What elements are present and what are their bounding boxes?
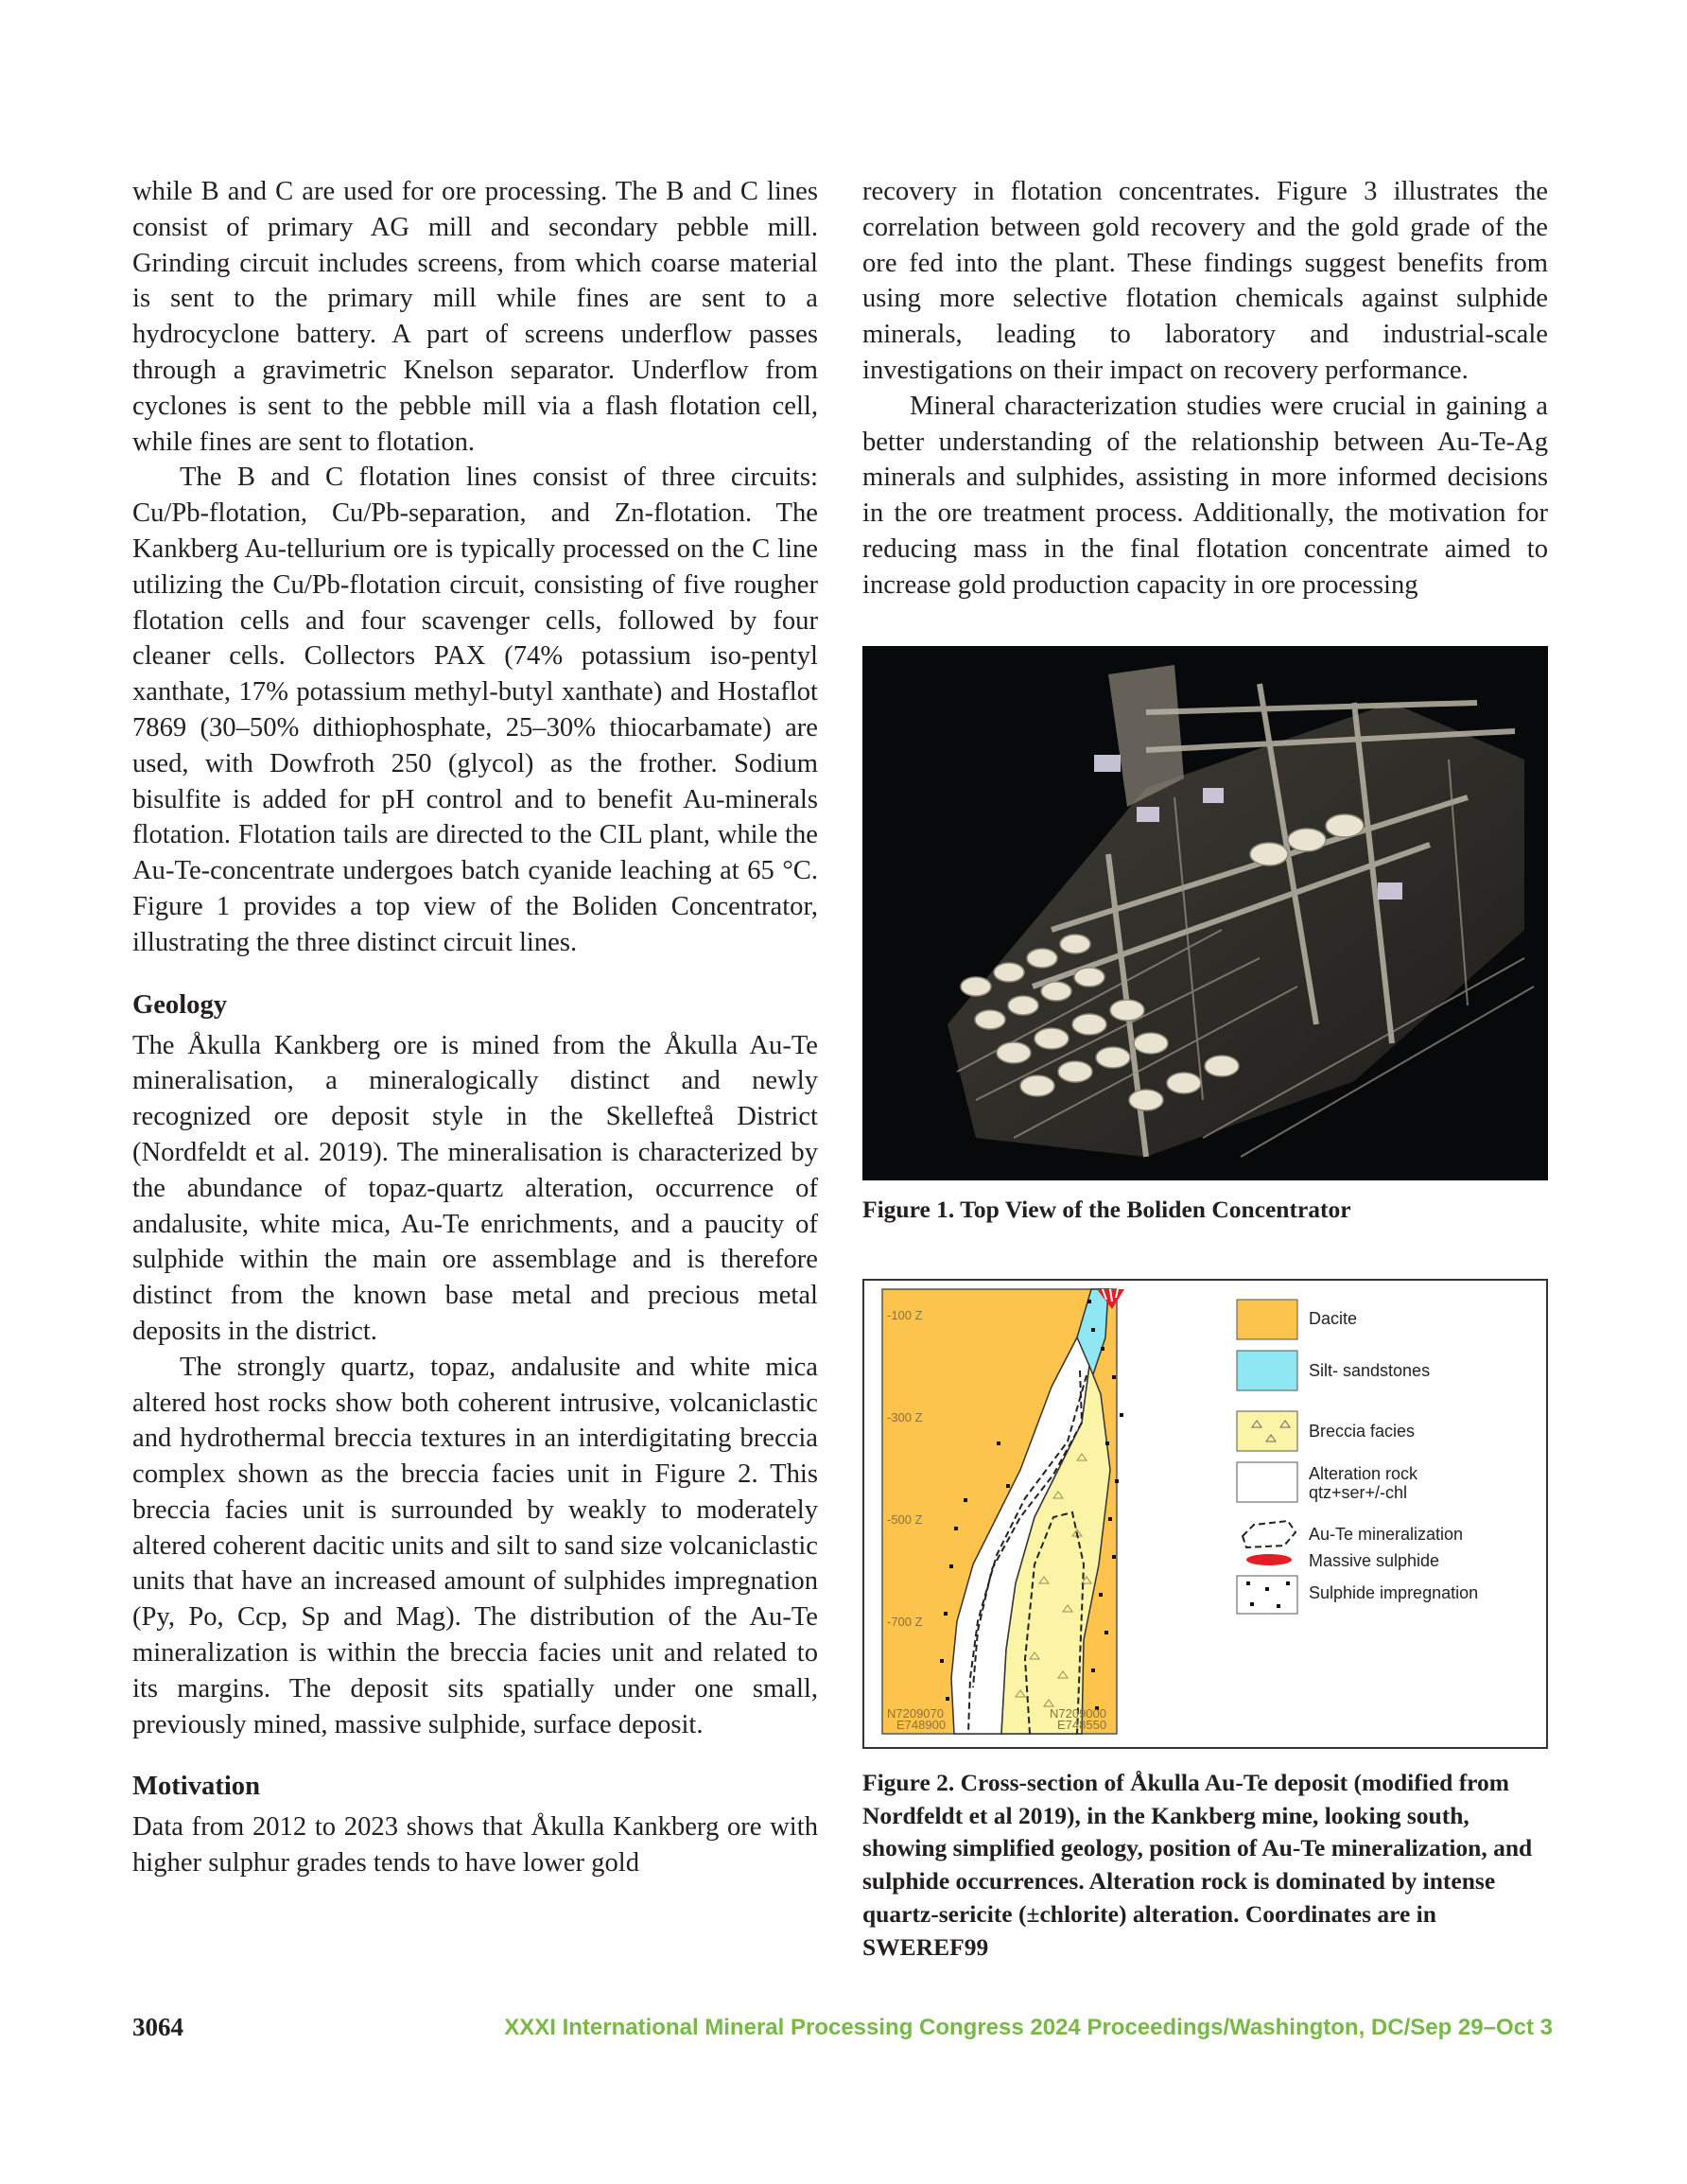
legend-au-te-mineralization: Au-Te mineralization xyxy=(1309,1525,1464,1544)
legend-dacite: Dacite xyxy=(1309,1309,1358,1328)
legend-massive-sulphide: Massive sulphide xyxy=(1309,1551,1440,1570)
coord-right-east: E748550 xyxy=(1057,1718,1107,1732)
legend-breccia-facies: Breccia facies xyxy=(1309,1422,1416,1441)
figure-2-caption: Figure 2. Cross-section of Åkulla Au-Te deposit (modified from Nordfeldt et al 2019), in the Kankberg mine, looking south, showing simplified geology, position of Au-Te mineralization, and sulphide occurrences. Alteration rock is dominated by intense quartz-sericite (±chlorite) alteration. Coordinates are in SWEREF99 xyxy=(862,1769,1533,1961)
figure-2-cross-section xyxy=(862,1279,1548,1749)
left-paragraph-5: Data from 2012 to 2023 shows that Åkulla Kankberg ore with higher sulphur grades tends to have lower gold xyxy=(132,1812,818,1878)
cross-section-drawing xyxy=(864,1281,1546,1747)
legend-alteration-rock: Alteration rock qtz+ser+/-chl xyxy=(1309,1464,1418,1502)
left-paragraph-3: The Åkulla Kankberg ore is mined from the Åkulla Au-Te mineralisation, a mineralogically distinct and newly recognized ore deposit style in the Skellefteå District (Nordfeldt et al. 2019). The mineralisation is characterized by the abundance of topaz-quartz alteration, occurrence of andalusite, white mica, Au-Te enrichments, and a paucity of sulphide within the main ore assemblage and is therefore distinct from the known base metal and precious metal deposits in the district. xyxy=(132,1030,818,1346)
legend-silt-sandstones: Silt- sandstones xyxy=(1309,1361,1431,1380)
coord-left-east: E748900 xyxy=(896,1718,947,1732)
left-paragraph-4: The strongly quartz, topaz, andalusite and white mica altered host rocks show both coherent intrusive, volcaniclastic and hydrothermal breccia textures in an interdigitating breccia complex shown as the breccia facies unit in Figure 2. This breccia facies unit is surrounded by weakly to moderately altered coherent dacitic units and silt to sand size volcaniclastic units that have an increased amount of sulphides impregnation (Py, Po, Ccp, Sp and Mag). The distribution of the Au-Te mineralization is within the breccia facies unit and related to its margins. The deposit sits spatially under one small, previously mined, massive sulphide, surface deposit. xyxy=(132,1352,818,1739)
right-paragraph-2: Mineral characterization studies were crucial in gaining a better understanding of the relationship between Au-Te-Ag minerals and sulphides, assisting in more informed decisions in the ore treatment process. Additionally, the motivation for reducing mass in the final flotation concentrate aimed to increase gold production capacity in ore processing xyxy=(862,391,1548,600)
concentrator-render xyxy=(862,646,1548,1180)
coord-left-north: N7209070 xyxy=(887,1706,944,1721)
left-paragraph-1: while B and C are used for ore processing. The B and C lines consist of primary AG mill and secondary pebble mill. Grinding circuit includes screens, from which coarse material is sent to the primary mill while fines are sent to a hydrocyclone battery. A part of screens underflow passes through a gravimetric Knelson separator. Underflow from cyclones is sent to the pebble mill via a flash flotation cell, while fines are sent to flotation. xyxy=(132,177,818,457)
depth-label-300: -300 Z xyxy=(887,1410,923,1424)
legend-sulphide-impregnation: Sulphide impregnation xyxy=(1309,1583,1479,1602)
figure-1-image xyxy=(862,646,1548,1180)
proceedings-footer: XXXI International Mineral Processing Congress 2024 Proceedings/Washington, DC/Sep 29–Oct 3 xyxy=(504,2015,1553,2040)
depth-label-500: -500 Z xyxy=(887,1512,923,1527)
page-number: 3064 xyxy=(132,2013,183,2041)
figure-1-caption: Figure 1. Top View of the Boliden Concentrator xyxy=(862,1196,1351,1223)
depth-label-100: -100 Z xyxy=(887,1308,923,1322)
right-column xyxy=(862,174,1548,603)
heading-motivation: Motivation xyxy=(132,1772,261,1802)
depth-label-700: -700 Z xyxy=(887,1615,923,1629)
left-column xyxy=(132,174,818,1881)
heading-geology: Geology xyxy=(132,989,228,1020)
coord-right-north: N7209000 xyxy=(1050,1706,1106,1721)
left-paragraph-2: The B and C flotation lines consist of three circuits: Cu/Pb-flotation, Cu/Pb-separation, and Zn-flotation. The Kankberg Au-tellurium ore is typically processed on the C line utilizing the Cu/Pb-flotation circuit, consisting of five rougher flotation cells and four scavenger cells, followed by four cleaner cells. Collectors PAX (74% potassium iso-pentyl xanthate, 17% potassium methyl-butyl xanthate) and Hostaflot 7869 (30–50% dithiophosphate, 25–30% thiocarbamate) are used, with Dowfroth 250 (glycol) as the frother. Sodium bisulfite is added for pH control and to benefit Au-minerals flotation. Flotation tails are directed to the CIL plant, while the Au-Te-concentrate undergoes batch cyanide leaching at 65 °C. Figure 1 provides a top view of the Boliden Concentrator, illustrating the three distinct circuit lines. xyxy=(132,463,818,957)
right-paragraph-1: recovery in flotation concentrates. Figure 3 illustrates the correlation between gold recovery and the gold grade of the ore fed into the plant. These findings suggest benefits from using more selective flotation chemicals against sulphide minerals, leading to laboratory and industrial-scale investigations on their impact on recovery performance. xyxy=(862,177,1548,385)
